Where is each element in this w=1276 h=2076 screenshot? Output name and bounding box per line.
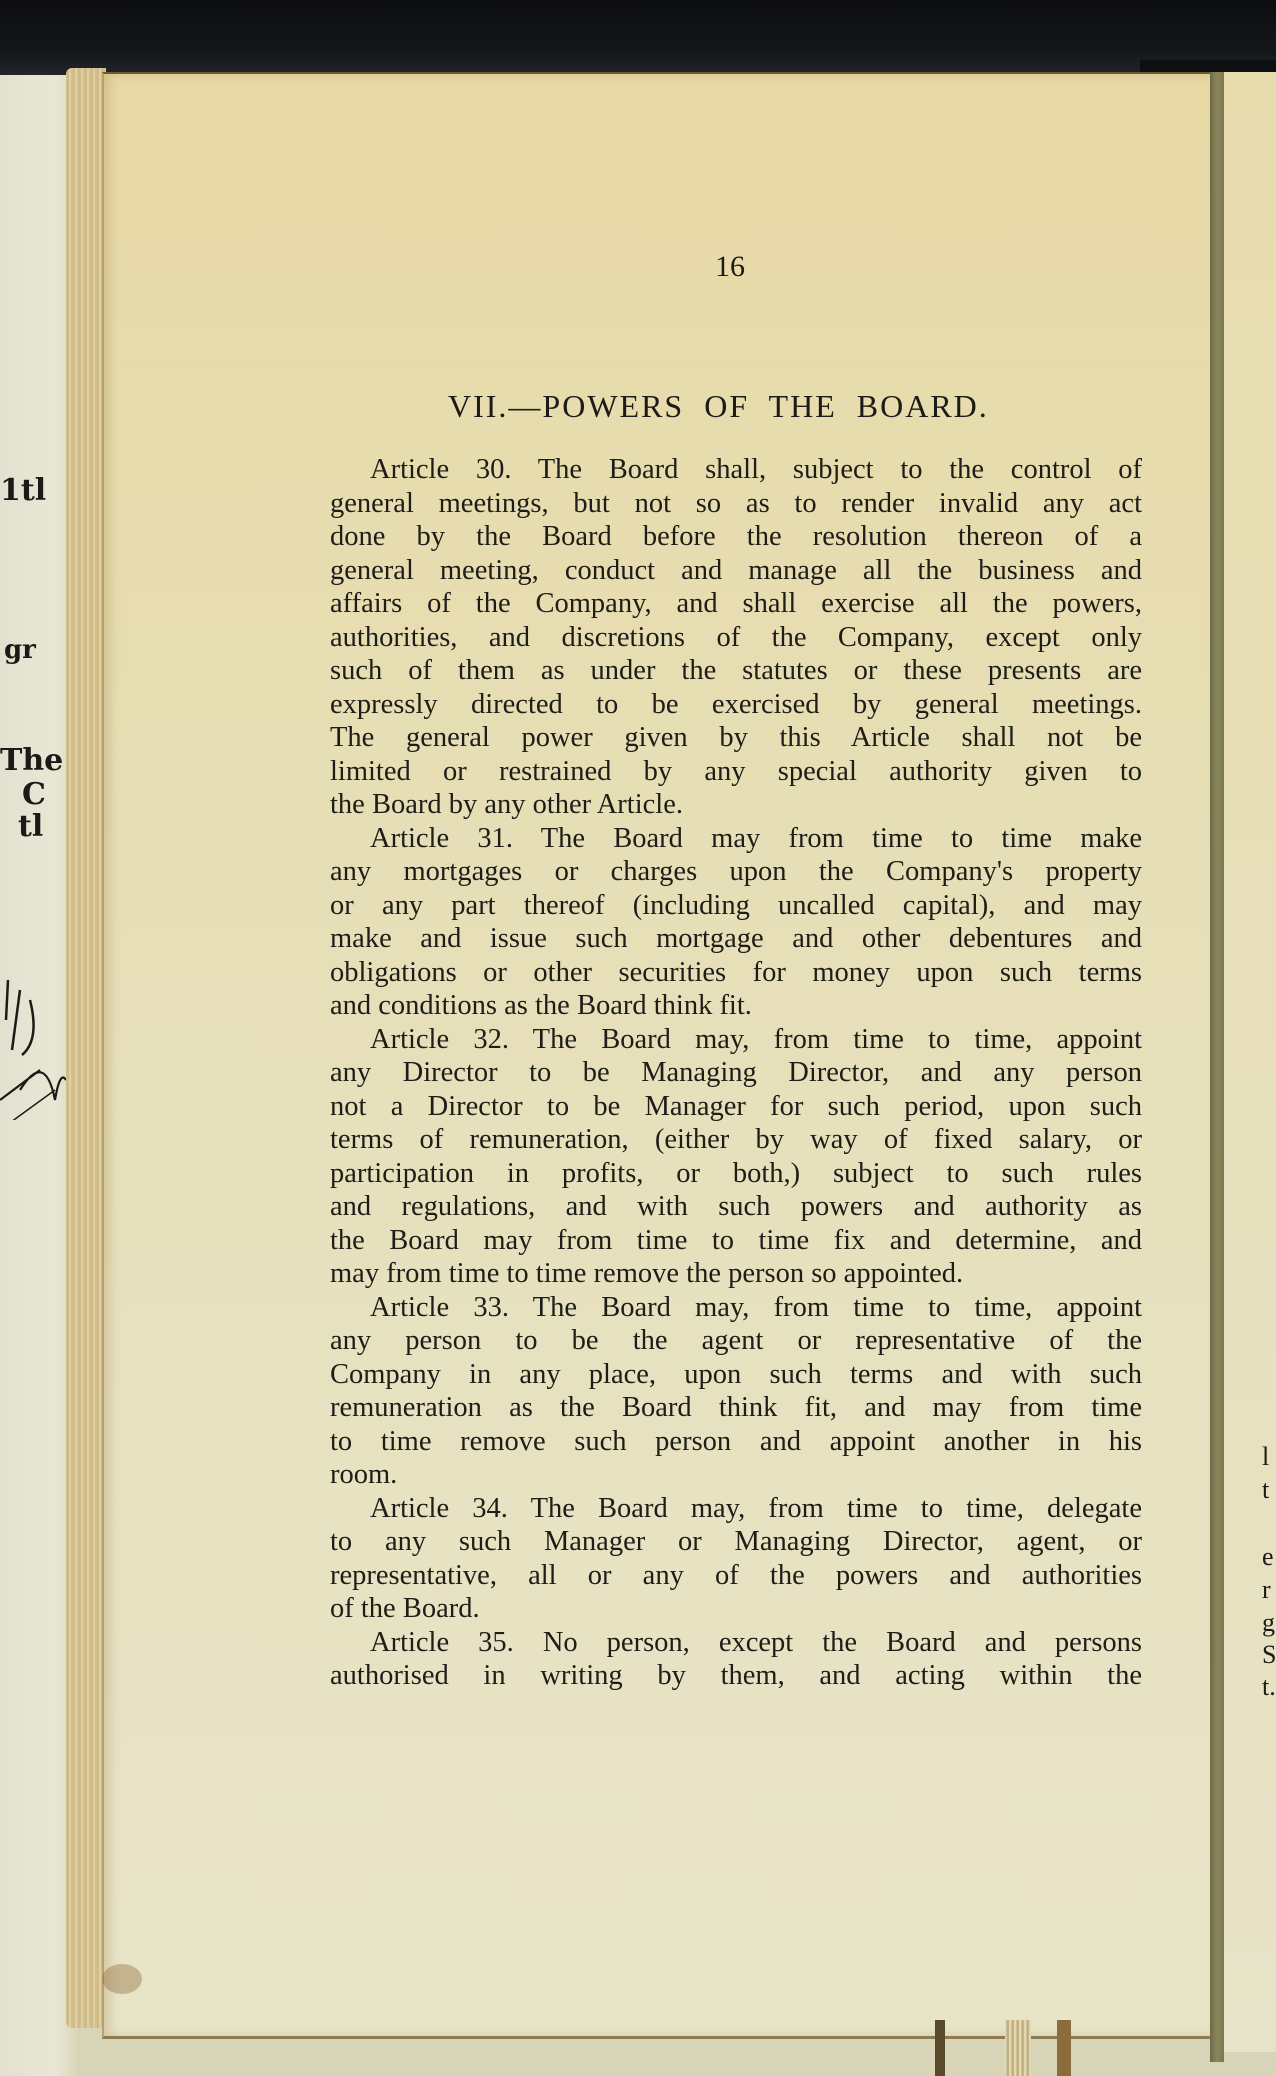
text-line: or any part thereof (including uncalled capital), and may [330,889,1142,921]
body-text [330,453,1142,1693]
text-line: authorities, and discretions of the Company, except only [330,621,1142,653]
article-first-line: Article 35. No person, except the Board and persons [370,1626,1142,1658]
article-paragraph [330,1626,1142,1693]
foxing-stain [102,1964,142,1994]
text-line: and conditions as the Board think fit. [330,990,752,1021]
article-first-line: Article 30. The Board shall, subject to the control of [370,454,1142,485]
left-page-fragment: tl [18,809,44,844]
text-line: The general power given by this Article shall not be [330,722,1142,753]
text-line: of the Board. [330,1593,480,1624]
left-page-fragment: gr [4,635,36,665]
right-page-fragment: l [1262,1442,1270,1471]
bookmark-ribbons [935,2020,1095,2076]
article-first-line: Article 32. The Board may, from time to time, appoint [370,1023,1142,1055]
gutter-shadow [1210,72,1224,2062]
text-line: general meetings, but not so as to render invalid any act [330,487,1142,519]
article-paragraph [330,1023,1142,1291]
ribbon [935,2020,945,2076]
left-page-fragment: 1tl [0,473,47,508]
text-line: participation in profits, or both,) subject to such rules [330,1157,1142,1189]
text-line: not a Director to be Manager for such period, upon such [330,1090,1142,1122]
text-line: limited or restrained by any special authority given to [330,755,1142,787]
text-line: any Director to be Managing Director, and any person [330,1057,1142,1088]
right-page-fragment: t. [1262,1672,1276,1701]
book-page-edges [66,68,106,2028]
text-line: affairs of the Company, and shall exercise all the powers, [330,588,1142,619]
text-line: expressly directed to be exercised by general meetings. [330,688,1142,720]
text-line: authorised in writing by them, and acting within the [330,1660,1142,1691]
text-line: done by the Board before the resolution thereon of a [330,521,1142,552]
text-line: general meeting, conduct and manage all the business and [330,554,1142,586]
text-line: make and issue such mortgage and other debentures and [330,923,1142,954]
right-page-fragment: e [1262,1542,1274,1571]
dark-backdrop [0,0,1276,75]
text-line: representative, all or any of the powers and authorities [330,1559,1142,1591]
section-heading: VII.—POWERS OF THE BOARD. [448,388,989,424]
text-line: obligations or other securities for money upon such terms [330,956,1142,988]
right-facing-page [1224,72,1276,2052]
handwriting-scrawl [0,980,70,1120]
page-number: 16 [715,250,745,283]
text-line: Company in any place, upon such terms and with such [330,1358,1142,1390]
article-paragraph [330,453,1142,822]
text-line: terms of remuneration, (either by way of fixed salary, or [330,1124,1142,1155]
article-paragraph [330,1291,1142,1492]
text-line: and regulations, and with such powers and authority as [330,1191,1142,1222]
text-line: room. [330,1459,398,1490]
text-line: may from time to time remove the person so appointed. [330,1258,964,1289]
article-paragraph [330,1492,1142,1626]
right-page-fragment: g [1262,1608,1275,1637]
ribbon [1005,2020,1031,2076]
left-page-fragment: The [0,743,64,778]
text-line: any mortgages or charges upon the Company's property [330,856,1142,887]
text-line: such of them as under the statutes or these presents are [330,655,1142,686]
text-line: the Board may from time to time fix and determine, and [330,1224,1142,1256]
right-page-fragment: S [1262,1640,1276,1669]
right-page-fragment: t [1262,1475,1270,1504]
text-line: to any such Manager or Managing Director, agent, or [330,1526,1142,1557]
text-line: the Board by any other Article. [330,789,683,820]
article-first-line: Article 34. The Board may, from time to time, delegate [370,1492,1142,1524]
article-first-line: Article 31. The Board may from time to time make [370,822,1142,854]
text-line: any person to be the agent or representative of the [330,1325,1142,1356]
article-paragraph [330,822,1142,1023]
right-page-fragment: r [1262,1575,1271,1604]
article-first-line: Article 33. The Board may, from time to time, appoint [370,1291,1142,1323]
left-page-fragment: C [22,777,46,812]
text-line: remuneration as the Board think fit, and may from time [330,1392,1142,1423]
ribbon [1057,2020,1071,2076]
text-line: to time remove such person and appoint another in his [330,1425,1142,1457]
